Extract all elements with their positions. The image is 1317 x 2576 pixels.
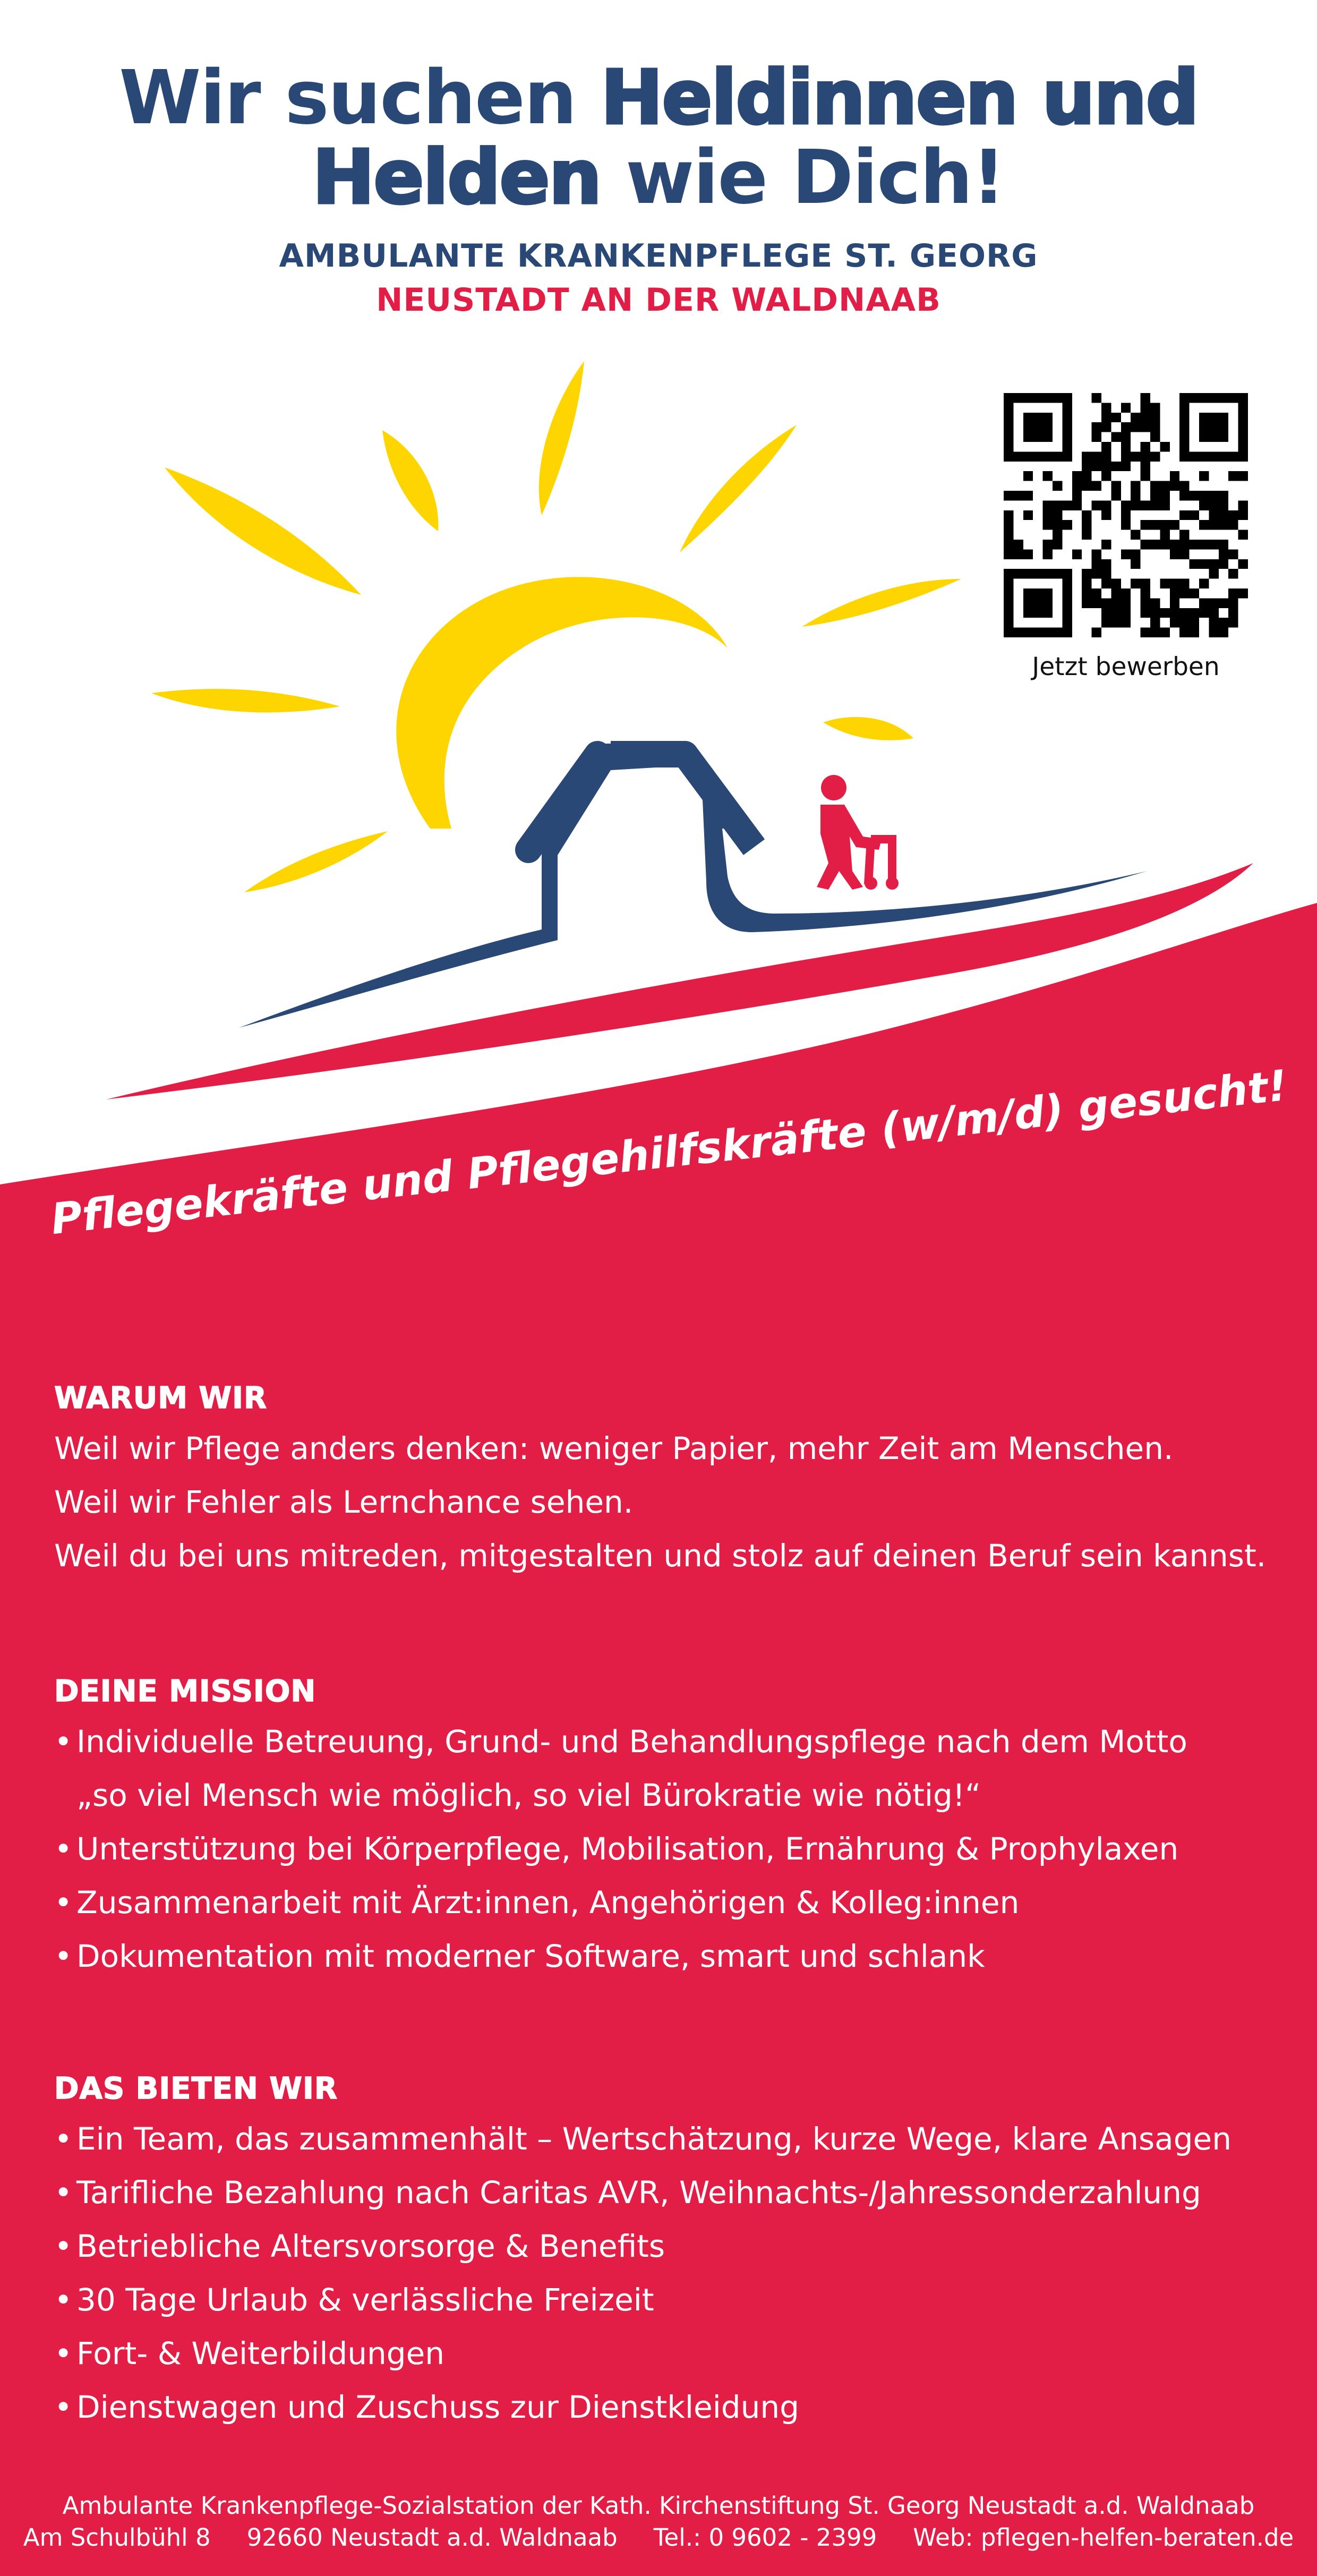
section-deine-mission: [54, 1674, 1297, 1983]
list-item: [54, 2112, 1297, 2166]
section-warum-wir: [54, 1381, 1297, 1583]
qr-code-icon[interactable]: [1004, 393, 1248, 637]
headline-part: wie Dich!: [601, 134, 1005, 221]
footer-street: Am Schulbühl 8: [23, 2523, 211, 2552]
headline-line-2: [0, 134, 1317, 221]
list-item-text: Dokumentation mit moderner Software, smart und schlank: [76, 1938, 985, 1974]
bullet-icon: •: [54, 2335, 73, 2372]
reason-line: Weil wir Fehler als Lernchance sehen.: [54, 1484, 634, 1520]
list-item: [54, 1822, 1297, 1876]
organization-city: NEUSTADT AN DER WALDNAAB: [376, 282, 941, 319]
list-item-text: Tarifliche Bezahlung nach Caritas AVR, Weihnachts-/Jahressonderzahlung: [76, 2174, 1201, 2211]
organization-name: AMBULANTE KRANKENPFLEGE ST. GEORG: [279, 237, 1038, 275]
list-item: [54, 2220, 1297, 2273]
list-item-text: Unterstützung bei Körperpflege, Mobilisation, Ernährung & Prophylaxen: [76, 1831, 1179, 1867]
bullet-icon: •: [54, 2389, 73, 2425]
person-with-walker-icon: [817, 775, 899, 890]
list-item-text: Fort- & Weiterbildungen: [76, 2335, 445, 2372]
list-item: [54, 1876, 1297, 1930]
footer-organization: Ambulante Krankenpflege-Sozialstation der Kath. Kirchenstiftung St. Georg Neustadt a.d. Waldnaab: [62, 2492, 1255, 2520]
section-das-bieten-wir: [54, 2071, 1297, 2434]
list-item-text: Dienstwagen und Zuschuss zur Dienstkleidung: [76, 2389, 799, 2425]
bullet-icon: •: [54, 2228, 73, 2264]
section-title: DEINE MISSION: [54, 1674, 317, 1709]
headline-line-1: [0, 55, 1317, 141]
bullet-icon: •: [54, 2174, 73, 2211]
list-item: [54, 2381, 1297, 2434]
footer-phone[interactable]: Tel.: 0 9602 - 2399: [653, 2523, 877, 2552]
section-title: WARUM WIR: [54, 1381, 268, 1415]
list-item-text: 30 Tage Urlaub & verlässliche Freizeit: [76, 2282, 654, 2318]
job-banner-text: Pflegekräfte und Pflegehilfskräfte (w/m/d) gesucht!: [48, 1060, 1290, 1244]
bullet-icon: •: [54, 1938, 73, 1974]
list-item-text: Betriebliche Altersvorsorge & Benefits: [76, 2228, 665, 2264]
reason-line: Weil du bei uns mitreden, mitgestalten und stolz auf deinen Beruf sein kannst.: [54, 1538, 1267, 1574]
footer-city: 92660 Neustadt a.d. Waldnaab: [246, 2523, 618, 2552]
footer-web-link[interactable]: Web: pflegen-helfen-beraten.de: [913, 2523, 1294, 2552]
headline-part: Wir suchen: [119, 55, 601, 141]
section-title: DAS BIETEN WIR: [54, 2071, 338, 2106]
bullet-icon: •: [54, 1884, 73, 1921]
reason-line: Weil wir Pflege anders denken: weniger Papier, mehr Zeit am Menschen.: [54, 1430, 1174, 1466]
bullet-icon: •: [54, 2282, 73, 2318]
list-item: [54, 2327, 1297, 2381]
headline-emphasis: Heldinnen und: [601, 55, 1198, 141]
qr-caption: Jetzt bewerben: [1032, 652, 1220, 681]
list-item: [54, 2273, 1297, 2327]
job-banner: [32, 1060, 1306, 1244]
footer-contact-row: [0, 2522, 1317, 2554]
list-item-text: Individuelle Betreuung, Grund- und Behandlungspflege nach dem Motto: [76, 1724, 1187, 1760]
list-item: [54, 1715, 1297, 1769]
footer: [0, 2490, 1317, 2554]
bullet-icon: •: [54, 2121, 73, 2157]
bullet-icon: •: [54, 1724, 73, 1760]
list-item-text: Zusammenarbeit mit Ärzt:innen, Angehörigen & Kolleg:innen: [76, 1884, 1020, 1921]
list-item-text: Ein Team, das zusammenhält – Wertschätzung, kurze Wege, klare Ansagen: [76, 2121, 1232, 2157]
list-item-continuation: „so viel Mensch wie möglich, so viel Bürokratie wie nötig!“: [76, 1777, 981, 1813]
list-item: [54, 1930, 1297, 1983]
headline-emphasis: Helden: [312, 134, 601, 221]
bullet-icon: •: [54, 1831, 73, 1867]
list-item: [54, 2166, 1297, 2220]
